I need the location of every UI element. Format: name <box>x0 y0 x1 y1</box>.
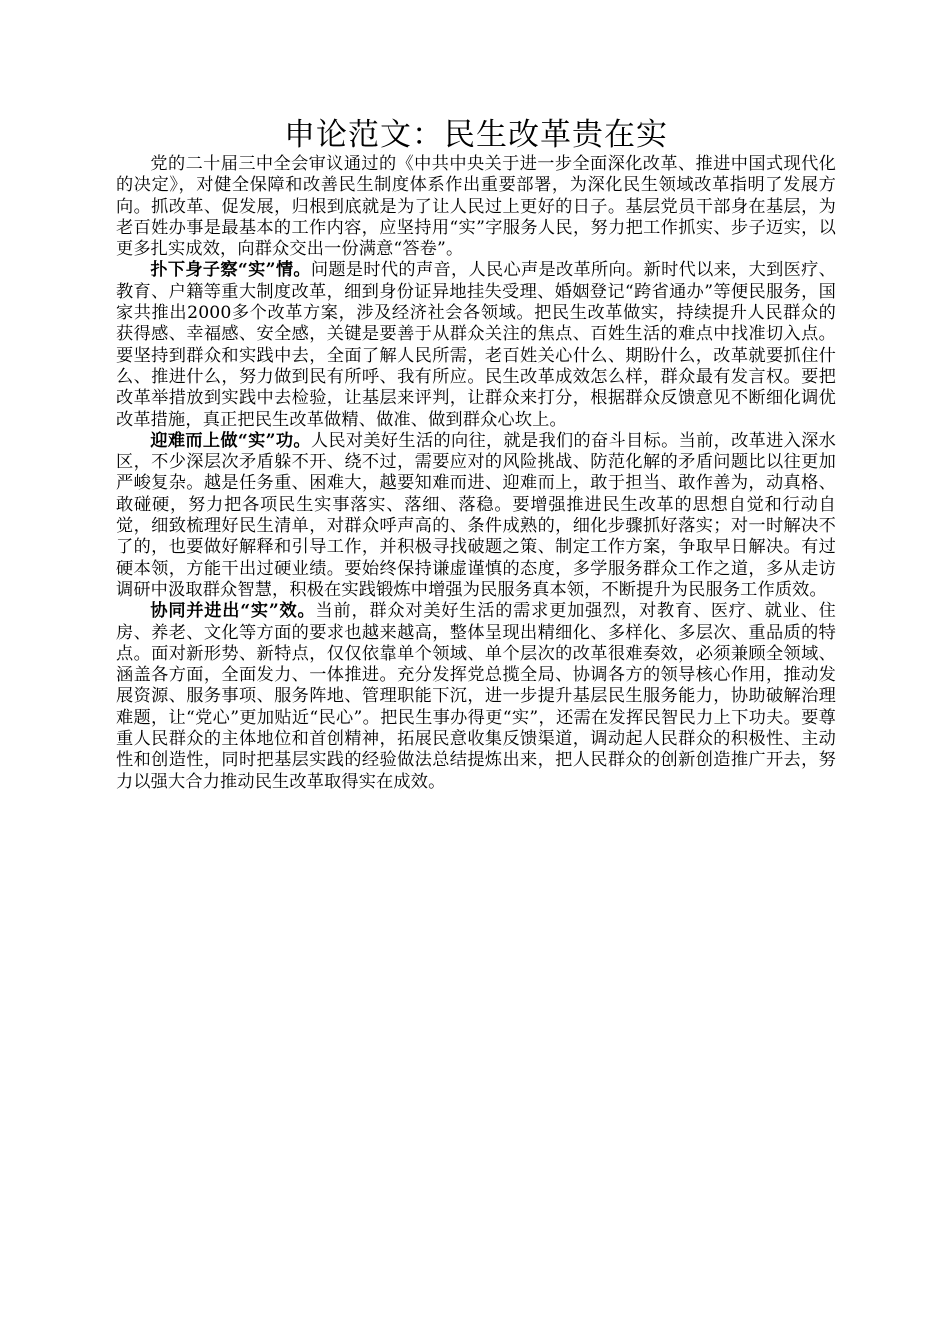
document-title: 申论范文：民生改革贵在实 <box>284 117 668 153</box>
paragraph-intro <box>116 154 836 260</box>
paragraph-section-1 <box>116 260 836 430</box>
paragraph-section-2 <box>116 431 836 601</box>
paragraph-lead: 扑下身子察“实”情。 <box>150 260 311 281</box>
paragraph-body: 当前，群众对美好生活的需求更加强烈，对教育、医疗、就业、住房、养老、文化等方面的要求也越来越高，整体呈现出精细化、多样化、多层次、重品质的特点。面对新形势、新特点，仅仅依靠单个领域、单个层次的改革很难奏效，必须兼顾全领域、涵盖各方面，全面发力、一体推进。充分发挥党总揽全局、协调各方的领导核心作用，推动发展资源、服务事项、服务阵地、管理职能下沉，进一步提升基层民生服务能力，协助破解治理难题，让“党心”更加贴近“民心”。把民生事办得更“实”，还需在发挥民智民力上下功夫。要尊重人民群众的主体地位和首创精神，拓展民意收集反馈渠道，调动起人民群众的积极性、主动性和创造性，同时把基层实践的经验做法总结提炼出来，把人民群众的创新创造推广开去，努力以强大合力推动民生改革取得实在成效。 <box>116 601 836 792</box>
paragraph-body: 人民对美好生活的向往，就是我们的奋斗目标。当前，改革进入深水区，不少深层次矛盾躲不开、绕不过，需要应对的风险挑战、防范化解的矛盾问题比以往更加严峻复杂。越是任务重、困难大，越要知难而进、迎难而上，敢于担当、敢作善为，动真格、敢碰硬，努力把各项民生实事落实、落细、落稳。要增强推进民生改革的思想自觉和行动自觉，细致梳理好民生清单，对群众呼声高的、条件成熟的，细化步骤抓好落实；对一时解决不了的，也要做好解释和引导工作，并积极寻找破题之策、制定工作方案，争取早日解决。有过硬本领，方能干出过硬业绩。要始终保持谦虚谨慎的态度，多学服务群众工作之道，多从走访调研中汲取群众智慧，积极在实践锻炼中增强为民服务真本领，不断提升为民服务工作质效。 <box>116 430 836 600</box>
paragraph-lead: 迎难而上做“实”功。 <box>150 430 311 451</box>
paragraph-lead: 协同并进出“实”效。 <box>150 601 316 622</box>
paragraph-section-3 <box>116 601 836 793</box>
paragraph-body: 问题是时代的声音，人民心声是改革所向。新时代以来，大到医疗、教育、户籍等重大制度改革，细到身份证异地挂失受理、婚姻登记“跨省通办”等便民服务，国家共推出2000多个改革方案，涉及经济社会各领域。把民生改革做实，持续提升人民群众的获得感、幸福感、安全感，关键是要善于从群众关注的焦点、百姓生活的难点中找准切入点。要坚持到群众和实践中去，全面了解人民所需，老百姓关心什么、期盼什么，改革就要抓住什么、推进什么，努力做到民有所呼、我有所应。民生改革成效怎么样，群众最有发言权。要把改革举措放到实践中去检验，让基层来评判，让群众来打分，根据群众反馈意见不断细化调优改革措施，真正把民生改革做精、做准、做到群众心坎上。 <box>116 260 836 430</box>
document-page <box>116 116 836 793</box>
paragraph-body: 党的二十届三中全会审议通过的《中共中央关于进一步全面深化改革、推进中国式现代化的决定》，对健全保障和改善民生制度体系作出重要部署，为深化民生领域改革指明了发展方向。抓改革、促发展，归根到底就是为了让人民过上更好的日子。基层党员干部身在基层，为老百姓办事是最基本的工作内容，应坚持用“实”字服务人民，努力把工作抓实、步子迈实，以更多扎实成效，向群众交出一份满意“答卷”。 <box>116 154 836 260</box>
